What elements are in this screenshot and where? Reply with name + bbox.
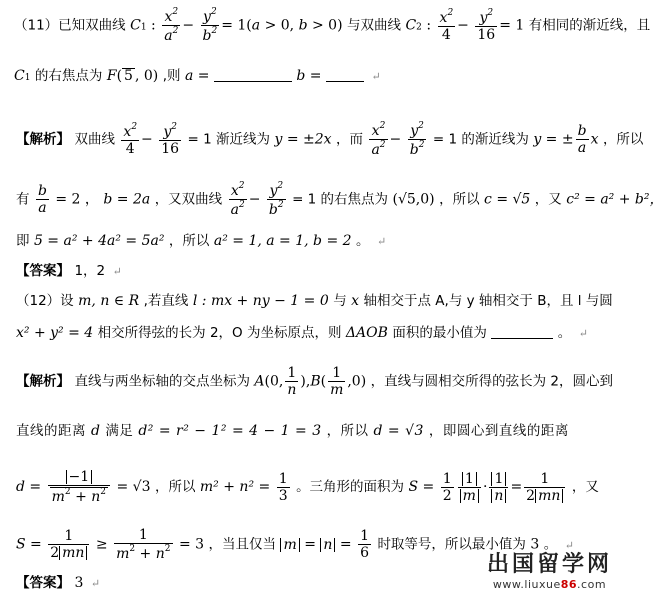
sol11-math: b = 2a [103,191,151,208]
analysis-tag: 【解析】 [16,373,70,390]
q12-text: 。 [557,325,572,341]
sol11-text: ，所以 [439,191,480,208]
q12-math: l : mx + ny − 1 = 0 [192,293,329,309]
sol12-math: 3 [530,536,540,553]
sol11-text: = 1 的右焦点为 [292,191,389,208]
answer-blank-a[interactable] [214,81,292,82]
sol11-text: ，又双曲线 [154,191,223,208]
sol12-text: ，所以 [154,479,196,495]
fraction: $\frac{1}{6}$ [360,528,369,561]
q12-math: x [351,293,360,309]
answer-label-a: a = [184,68,210,84]
sol11-line1: 【解析】 双曲线 $\frac{x^2}{4}$ − $\frac{y^2}{16}$ = 1 渐近线为 y = ±2x ，而 $\frac{x^2}{a^2}$ − $\frac{y^2}{b^2}$ = 1 的渐近线为 y = ± $\frac{b}{a}$ x ，所以 [16,121,644,158]
sol11-text: 。 [356,233,370,249]
fraction: $\frac{1}{3}$ [278,470,288,504]
q12-text: 轴相交于点 A,与 y 轴相交于 B，且 l 与圆 [363,293,613,309]
sol11-line2: 有 $\frac{b}{a}$ = 2 ， b = 2a ，又双曲线 $\frac{x^2}{a^2}$ − $\frac{y^2}{b^2}$ = 1 的右焦点为 (√5,0) ，所以 c = √5 ，又 c² = a² + b²， [16,181,664,218]
sol11-math: c = √5 [484,191,531,208]
watermark-url-part: www.liuxue [492,578,561,591]
fraction: $\frac{y^2}{16}$ [161,122,180,157]
analysis-tag: 【解析】 [16,131,70,148]
watermark-url-part: 86 [560,578,578,591]
sol11-text: ，又 [534,191,562,208]
fraction: $\frac{x^2}{a^2}$ [371,121,386,158]
q11-intro: （11）已知双曲线 [14,17,126,34]
fraction: $\frac{1}{n}$ [287,365,297,398]
answer-tag: 【答案】 [16,575,70,591]
fraction: $\frac{x^2}{a^2}$ [230,181,245,218]
sol12-math: S = [408,479,435,495]
sol11-text: 有 [16,191,30,208]
answer12: 【答案】 3 ↵ [16,575,101,591]
q11-text: ,则 [162,68,181,84]
fraction: $\frac{y^2}{b^2}$ [202,7,218,44]
sol11-math: 5 = a² + 4a² = 5a² [33,233,165,249]
sol12-text: 直线的距离 [16,423,86,439]
sol11-text: ，所以 [168,233,210,249]
sol11-text: 双曲线 [74,131,115,148]
fraction: $\frac{b}{a}$ [577,123,587,156]
sol11-text: = 1 的渐近线为 [432,131,529,148]
sol11-text: ，所以 [602,131,644,148]
fraction: $\frac{x^2}{4}$ [123,122,138,157]
answer-blank-12[interactable] [491,338,553,339]
fraction: $\frac{1}{2 mn}$ [524,472,565,503]
sol12-math: S = [16,536,42,553]
sol12-text: 时取等号，所以最小值为 [377,536,526,553]
sol11-text: = 1 渐近线为 [187,131,270,148]
q12-math: ΔAOB [345,325,388,341]
fraction: $\frac{1}{m}$ [458,472,481,503]
sol12-math: d² = r² − 1² = 4 − 1 = 3 [138,423,322,439]
sol12-math: = 3 [178,536,205,553]
q12-text: 与 [333,293,347,309]
fraction: $\frac{1}{m}$ [330,365,344,398]
q11-line2: C1 的右焦点为 F( 5 , 0) ,则 a = b = ↵ [14,68,381,84]
sol12-line3: d = $\frac{-1}{m^2 + n^2}$ = √3 ，所以 m² + n² = $\frac{1}{3}$ 。三角形的面积为 S = $\frac{1}{2}$ $\frac{1}{m}$ · $\frac{1}{n}$ = $\frac{1}{2 mn}$ ，又 [16,469,599,505]
sol12-text: 。三角形的面积为 [296,479,405,495]
fraction: $\frac{1}{2 mn}$ [48,529,89,560]
fraction: $\frac{y^2}{b^2}$ [409,121,425,158]
q11-line1: （11）已知双曲线 C1 : $\frac{x^2}{a^2}$ − $\frac{y^2}{b^2}$ = 1(a > 0, b > 0) 与双曲线 C2 : $\frac{x^2}{4}$ − $\frac{y^2}{16}$ = 1 有相同的渐近线，且 [14,7,651,44]
q11-text: 有相同的渐近线，且 [528,17,651,34]
sol11-math: (√5,0) [392,191,435,208]
fraction: $\frac{y^2}{b^2}$ [268,181,284,218]
sol12-text: 。 [543,536,558,553]
sol11-math: a² = 1, a = 1, b = 2 [213,233,352,249]
fraction: $\frac{1}{m^2 + n^2}$ [116,527,171,562]
sol12-text: ，当且仅当 [208,536,277,553]
sol12-line1: 【解析】 直线与两坐标轴的交点坐标为 A(0, $\frac{1}{n}$ ),B( $\frac{1}{m}$ ,0) ，直线与圆相交所得的弦长为 2，圆心到 [16,365,614,398]
fraction: $\frac{x^2}{a^2}$ [164,7,179,44]
sol11-text: 即 [16,233,30,249]
sol11-math: y = ±2x [274,131,332,148]
sol12-math: d [90,423,101,439]
sol12-line2 [16,424,569,439]
answer-blank-b[interactable] [326,81,364,82]
sol11-text: ，而 [335,131,363,148]
q11-text: 的右焦点为 [34,68,103,84]
fraction: $\frac{-1}{m^2 + n^2}$ [48,470,110,504]
sol12-math: d = [16,479,42,495]
sol11-line3: 即 5 = a² + 4a² = 5a² ，所以 a² = 1, a = 1, b = 2 。 ↵ [16,233,387,249]
fraction: $\frac{1}{n}$ [489,472,508,503]
q12-text: （12）设 [16,293,74,309]
sol12-math: m² + n² = [199,479,271,495]
sol12-text: ，直线与圆相交所得的弦长为 2，圆心到 [370,373,614,390]
q12-math: m, n ∈ R [78,293,140,309]
sol12-text: 直线与两坐标轴的交点坐标为 [74,373,250,390]
sol12-text: ，所以 [326,423,369,439]
q11-text: 与双曲线 [347,17,401,34]
fraction: $\frac{b}{a}$ [37,183,47,216]
q12-text: ,若直线 [143,293,189,309]
fraction: $\frac{y^2}{16}$ [477,8,496,43]
watermark-title: 出国留学网 [486,552,612,577]
sol12-text: ，即圆心到直线的距离 [428,423,569,439]
fraction: $\frac{x^2}{4}$ [439,8,454,43]
sol11-math: = 2 ， [55,191,99,208]
q12-text: 相交所得弦的长为 2，O 为坐标原点，则 [97,325,342,341]
q12-math: x² + y² = 4 [16,325,94,341]
sol12-line4: S = $\frac{1}{2 mn}$ ≥ $\frac{1}{m^2 + n^2}$ = 3 ，当且仅当 m = n = $\frac{1}{6}$ 时取等号，所以最小值为 3 。 ↵ [16,527,574,562]
sol12-math: d = √3 [373,423,424,439]
sol12-math: ≥ [95,536,108,553]
q12-line1 [16,294,613,309]
site-watermark [487,547,612,591]
sol12-math: = √3 [116,479,151,495]
answer11: 【答案】 1，2 ↵ [16,263,122,279]
watermark-url [487,578,612,591]
sol11-math: c² = a² + b²， [566,191,664,208]
watermark-url-part: .com [577,578,607,591]
q12-text: 面积的最小值为 [392,325,487,341]
answer-value: 1，2 [74,263,106,279]
sol12-text: ，又 [571,479,599,495]
q12-line2: x² + y² = 4 相交所得弦的长为 2，O 为坐标原点，则 ΔAOB 面积的最小值为 。 ↵ [16,325,588,341]
fraction: $\frac{1}{2}$ [442,470,452,504]
answer-label-b: b = [296,68,322,84]
answer-value: 3 [74,575,84,591]
sol12-text: 满足 [105,423,134,439]
answer-tag: 【答案】 [16,263,70,279]
